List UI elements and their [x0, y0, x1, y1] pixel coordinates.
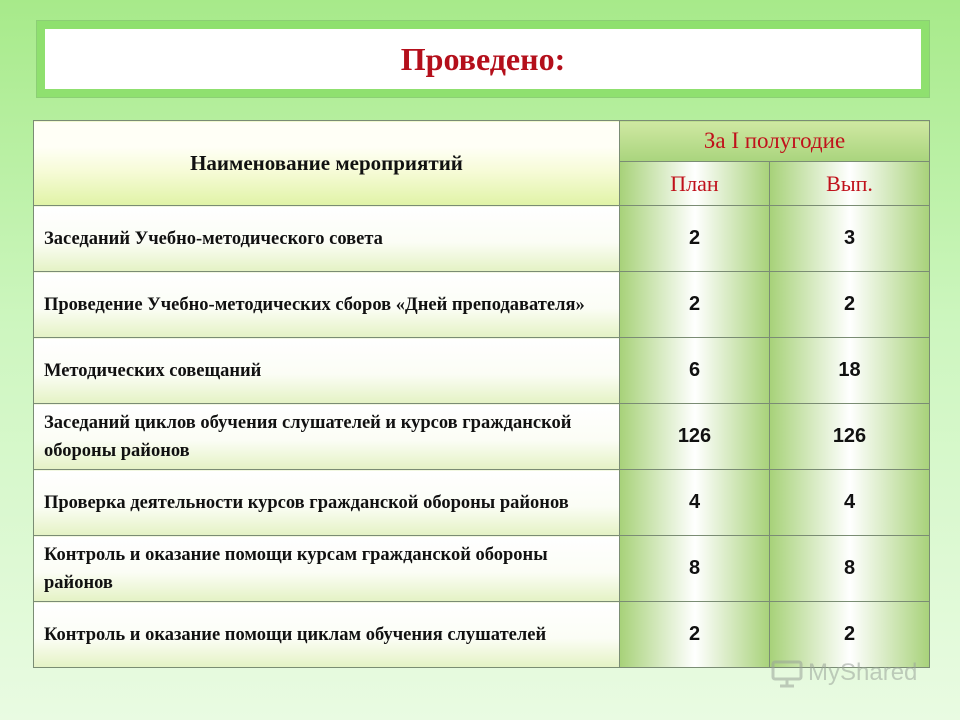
header-name: Наименование мероприятий: [34, 121, 620, 206]
events-table: [33, 120, 930, 668]
table-row: [34, 272, 930, 338]
row-plan: 2: [620, 602, 770, 668]
row-done: 2: [770, 602, 930, 668]
table-row: [34, 338, 930, 404]
row-name: Контроль и оказание помощи циклам обучения слушателей: [34, 602, 620, 668]
table-row: [34, 206, 930, 272]
row-done: 8: [770, 536, 930, 602]
row-done: 18: [770, 338, 930, 404]
table-row: [34, 470, 930, 536]
watermark: [770, 658, 917, 688]
row-plan: 8: [620, 536, 770, 602]
row-done: 2: [770, 272, 930, 338]
row-done: 126: [770, 404, 930, 470]
presentation-icon: [770, 658, 804, 688]
row-plan: 2: [620, 272, 770, 338]
row-name: Проведение Учебно-методических сборов «Дней преподавателя»: [34, 272, 620, 338]
title-box: [45, 29, 921, 89]
table-row: [34, 536, 930, 602]
watermark-text: MyShared: [808, 659, 918, 686]
slide-title: Проведено:: [400, 40, 566, 77]
table-header-row: [34, 121, 930, 162]
table-row: [34, 404, 930, 470]
row-done: 4: [770, 470, 930, 536]
row-name: Заседаний циклов обучения слушателей и курсов гражданской обороны районов: [34, 404, 620, 470]
title-frame: [36, 20, 930, 98]
row-plan: 126: [620, 404, 770, 470]
header-period: За I полугодие: [620, 121, 930, 162]
row-plan: 4: [620, 470, 770, 536]
header-plan: План: [620, 162, 770, 206]
header-done: Вып.: [770, 162, 930, 206]
row-plan: 6: [620, 338, 770, 404]
row-name: Заседаний Учебно-методического совета: [34, 206, 620, 272]
row-done: 3: [770, 206, 930, 272]
row-name: Проверка деятельности курсов гражданской обороны районов: [34, 470, 620, 536]
row-name: Методических совещаний: [34, 338, 620, 404]
row-plan: 2: [620, 206, 770, 272]
row-name: Контроль и оказание помощи курсам гражданской обороны районов: [34, 536, 620, 602]
